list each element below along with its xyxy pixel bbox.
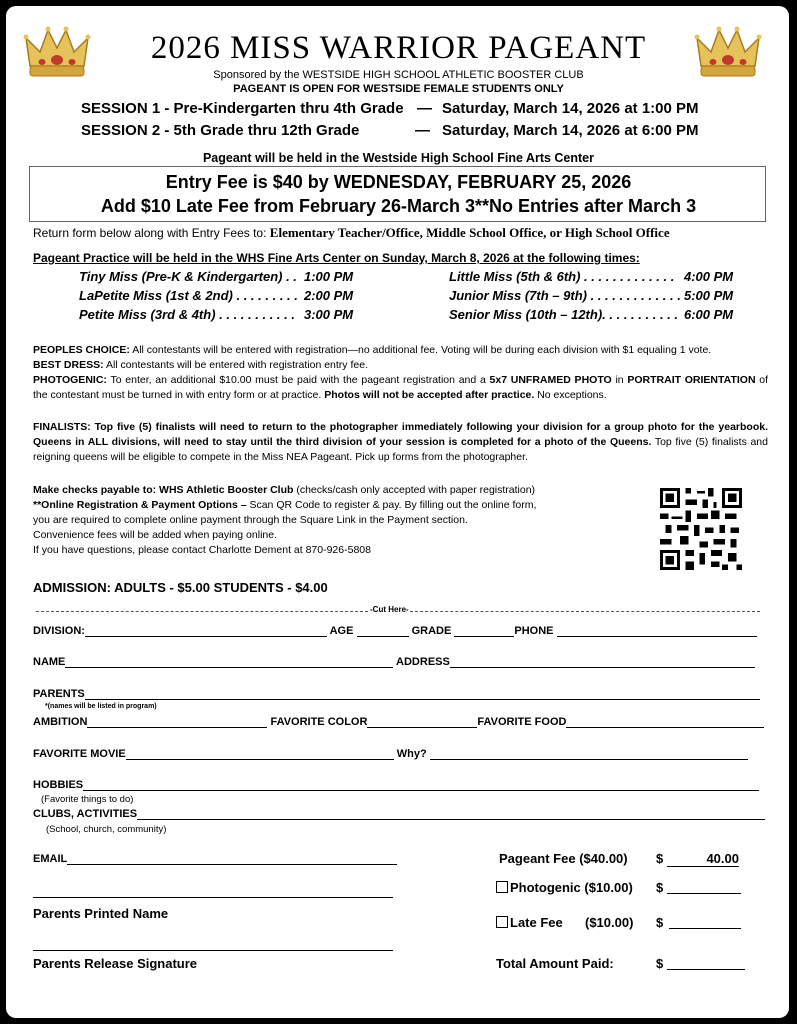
practice-lapetite-time: 2:00 PM: [304, 288, 354, 303]
pageant-fee-currency: $: [656, 851, 664, 866]
practice-tiny-time: 1:00 PM: [304, 269, 354, 284]
late-fee-field[interactable]: [669, 928, 741, 929]
favorite-food-field[interactable]: [566, 716, 764, 728]
practice-petite-label: Petite Miss (3rd & 4th) . . . . . . . . . . .: [79, 307, 295, 322]
page-title: 2026 MISS WARRIOR PAGEANT: [150, 30, 647, 66]
cut-line-left: [36, 611, 368, 612]
parents-note: *(names will be listed in program): [45, 703, 157, 710]
practice-junior-label: Junior Miss (7th – 9th) . . . . . . . . . . . . .: [449, 288, 681, 303]
practice-senior-label: Senior Miss (10th – 12th). . . . . . . . . . .: [449, 307, 678, 322]
cut-here-label: -Cut Here-: [370, 605, 409, 614]
practice-petite-time: 3:00 PM: [304, 307, 354, 322]
favorite-color-field[interactable]: [367, 716, 477, 728]
clubs-note: (School, church, community): [46, 824, 167, 835]
photogenic-fee-row: Photogenic ($10.00): [496, 880, 633, 895]
session-2-name: SESSION 2 - 5th Grade thru 12th Grade: [81, 122, 360, 139]
late-fee-row: Late Fee: [496, 915, 563, 930]
hobbies-note: (Favorite things to do): [41, 794, 134, 805]
session-2-dash: —: [415, 122, 430, 139]
payment-section: Make checks payable to: WHS Athletic Booster Club (checks/cash only accepted with paper registration) **Online Registration & Payment Options – Scan QR Code to register & pay. By filling out the online form, you are required to complete online payment through the Square Link in the Payment section. Convenience fees will be added when paying online. If you have questions, please contact Charlotte Dement at 870-926-5808: [33, 484, 537, 556]
ambition-row: AMBITION FAVORITE COLOR FAVORITE FOOD: [33, 716, 764, 728]
practice-little-label: Little Miss (5th & 6th) . . . . . . . . . . . . .: [449, 269, 675, 284]
return-form-text: Return form below along with Entry Fees to:: [33, 226, 267, 240]
photogenic-fee-field[interactable]: [667, 893, 741, 894]
division-row: DIVISION: AGE GRADE PHONE: [33, 625, 757, 637]
late-fee-amount: ($10.00): [585, 915, 634, 930]
parents-printed-line[interactable]: [33, 897, 393, 898]
late-fee-line: Add $10 Late Fee from February 26-March 3**No Entries after March 3: [100, 196, 697, 216]
admission-line: ADMISSION: ADULTS - $5.00 STUDENTS - $4.00: [33, 580, 328, 595]
practice-senior-time: 6:00 PM: [684, 307, 734, 322]
email-field[interactable]: [67, 853, 397, 865]
clubs-field[interactable]: [137, 808, 765, 820]
pageant-fee-label: Pageant Fee ($40.00): [499, 851, 628, 866]
practice-heading: Pageant Practice will be held in the WHS Fine Arts Center on Sunday, March 8, 2026 at the following times:: [33, 251, 640, 265]
session-1-dash: —: [417, 100, 432, 117]
parents-printed-label: Parents Printed Name: [33, 906, 169, 921]
age-field[interactable]: [357, 625, 409, 637]
open-notice: PAGEANT IS OPEN FOR WESTSIDE FEMALE STUDENTS ONLY: [233, 83, 564, 95]
pageant-fee-value: 40.00: [667, 851, 739, 867]
email-row: EMAIL: [33, 853, 397, 865]
peoples-choice: PEOPLES CHOICE: All contestants will be entered with registration—no additional fee. Voting will be during each division with $1 equaling 1 vote.: [33, 344, 712, 356]
practice-lapetite-label: LaPetite Miss (1st & 2nd) . . . . . . . . .: [79, 288, 298, 303]
division-field[interactable]: [85, 625, 327, 637]
hobbies-field[interactable]: [83, 779, 759, 791]
movie-row: FAVORITE MOVIE Why?: [33, 748, 748, 760]
total-paid-field[interactable]: [667, 969, 745, 970]
why-field[interactable]: [430, 748, 748, 760]
venue-line: Pageant will be held in the Westside High School Fine Arts Center: [202, 151, 595, 165]
total-paid-currency: $: [656, 956, 664, 971]
practice-junior-time: 5:00 PM: [684, 288, 734, 303]
name-field[interactable]: [65, 656, 393, 668]
name-row: NAME ADDRESS: [33, 656, 755, 668]
hobbies-row: HOBBIES: [33, 779, 759, 791]
sponsor-line: Sponsored by the WESTSIDE HIGH SCHOOL ATHLETIC BOOSTER CLUB: [213, 69, 584, 81]
practice-tiny-label: Tiny Miss (Pre-K & Kindergarten) . .: [79, 269, 297, 284]
session-1-name: SESSION 1 - Pre-Kindergarten thru 4th Grade: [81, 100, 404, 117]
entry-fee-line: Entry Fee is $40 by WEDNESDAY, FEBRUARY 25, 2026: [165, 172, 632, 192]
parents-signature-label: Parents Release Signature: [33, 956, 198, 971]
phone-field[interactable]: [557, 625, 757, 637]
late-fee-checkbox[interactable]: [496, 916, 508, 928]
total-paid-label: Total Amount Paid:: [496, 956, 614, 971]
session-1-date: Saturday, March 14, 2026 at 1:00 PM: [442, 100, 699, 117]
favorite-movie-field[interactable]: [126, 748, 394, 760]
parents-field[interactable]: [85, 688, 760, 700]
awards-section: [33, 343, 768, 403]
clubs-row: CLUBS, ACTIVITIES: [33, 808, 765, 820]
late-fee-currency: $: [656, 915, 664, 930]
ambition-field[interactable]: [87, 716, 267, 728]
address-field[interactable]: [450, 656, 755, 668]
cut-line-right: [410, 611, 760, 612]
session-2-date: Saturday, March 14, 2026 at 6:00 PM: [442, 122, 699, 139]
return-form-locations: Elementary Teacher/Office, Middle School Office, or High School Office: [269, 225, 670, 240]
qr-code-icon[interactable]: [660, 488, 742, 570]
photogenic-fee-currency: $: [656, 880, 664, 895]
parents-signature-line[interactable]: [33, 950, 393, 951]
parents-row: PARENTS: [33, 688, 760, 700]
grade-field[interactable]: [454, 625, 514, 637]
practice-little-time: 4:00 PM: [684, 269, 734, 284]
photogenic: PHOTOGENIC: To enter, an additional $10.00 must be paid with the pageant registration and a 5x7 UNFRAMED PHOTO in PORTRAIT ORIENTATION of the contestant must be turned in with entry form or at practice. Photos will not be accepted after practice. No exceptions.: [33, 374, 769, 401]
finalists-section: FINALISTS: Top five (5) finalists will need to return to the photographer immediately following your division for a group photo for the yearbook. Queens in ALL divisions, will need to stay until the third division of your session is completed for a photo of the Queens. Top five (5) finalists and reigning queens will be eligible to compete in the Miss NEA Pageant. Pick up forms from the photographer.: [33, 421, 768, 463]
photogenic-checkbox[interactable]: [496, 881, 508, 893]
return-form-line: [33, 225, 670, 241]
best-dress: BEST DRESS: All contestants will be entered with registration entry fee.: [33, 359, 368, 371]
